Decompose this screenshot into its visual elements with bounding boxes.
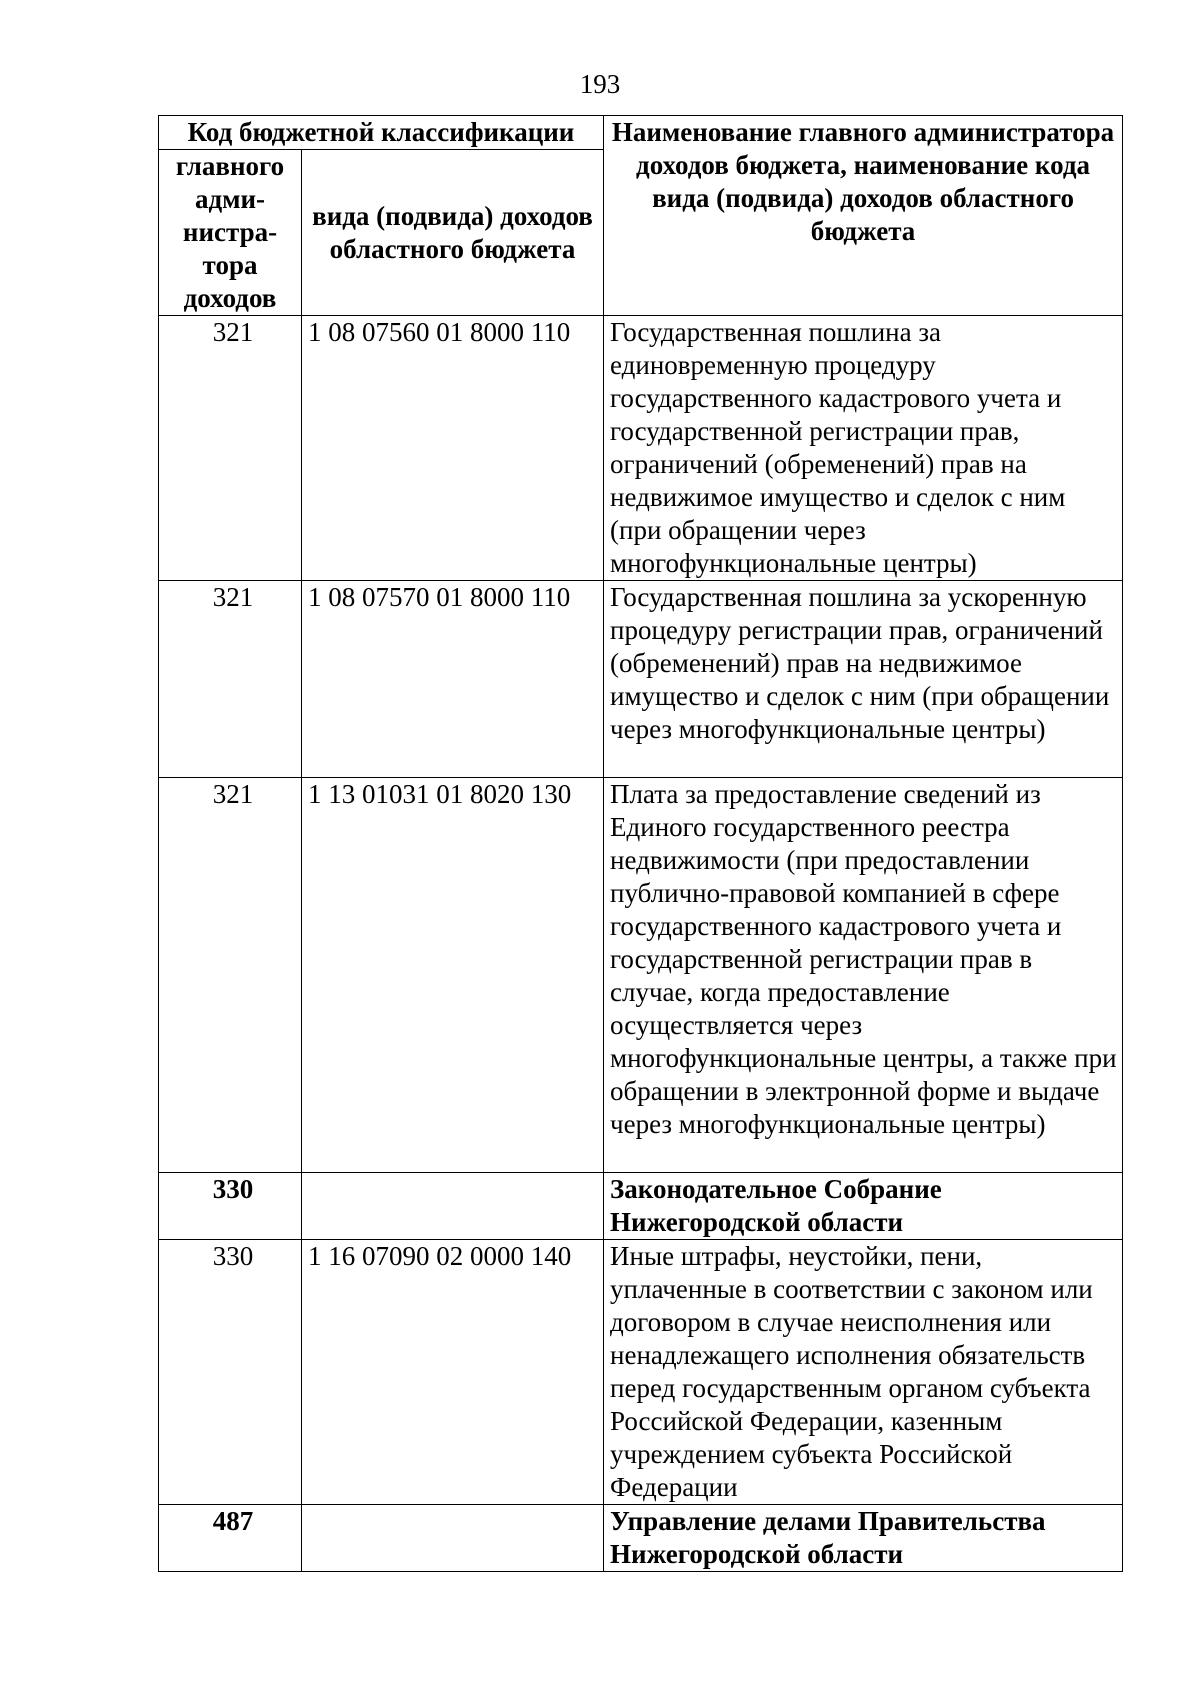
- income-code-cell: 1 08 07570 01 8000 110: [302, 581, 604, 778]
- header-income-type-code: вида (подвида) доходов областного бюджета: [302, 150, 604, 316]
- header-main-administrator: главного адми- нистра- тора доходов: [159, 150, 302, 316]
- name-cell: Управление делами Правительства Нижегородской области: [604, 1505, 1123, 1572]
- admin-code-cell: 321: [159, 581, 302, 778]
- budget-classification-table: [158, 115, 1123, 1572]
- income-code-cell: [302, 1173, 604, 1240]
- income-code-cell: 1 16 07090 02 0000 140: [302, 1240, 604, 1505]
- admin-code-cell: 330: [159, 1240, 302, 1505]
- table-row-administrator: [159, 1505, 1123, 1572]
- header-name: Наименование главного администратора доходов бюджета, наименование кода вида (подвида) доходов областного бюджета: [604, 116, 1123, 316]
- admin-code-cell: 330: [159, 1173, 302, 1240]
- table-row: [159, 581, 1123, 778]
- income-code-cell: [302, 1505, 604, 1572]
- income-code-cell: 1 13 01031 01 8020 130: [302, 778, 604, 1173]
- name-cell: Иные штрафы, неустойки, пени, уплаченные в соответствии с законом или договором в случае неисполнения или ненадлежащего исполнения обязательств перед государственным органом субъекта Российской Федерации, казенным учреждением субъекта Российской Федерации: [604, 1240, 1123, 1505]
- table-row-administrator: [159, 1173, 1123, 1240]
- income-code-cell: 1 08 07560 01 8000 110: [302, 316, 604, 581]
- table-row: [159, 1240, 1123, 1505]
- admin-code-cell: 487: [159, 1505, 302, 1572]
- name-cell: Плата за предоставление сведений из Единого государственного реестра недвижимости (при предоставлении публично-правовой компанией в сфере государственного кадастрового учета и государственной регистрации прав в случае, когда предоставление осуществляется через многофункциональные центры, а также при обращении в электронной форме и выдаче через многофункциональные центры): [604, 778, 1123, 1173]
- name-cell: Государственная пошлина за единовременную процедуру государственного кадастрового учета и государственной регистрации прав, ограничений (обременений) прав на недвижимое имущество и сделок с ним (при обращении через многофункциональные центры): [604, 316, 1123, 581]
- admin-code-cell: 321: [159, 316, 302, 581]
- page-number: 193: [579, 69, 621, 99]
- name-cell: Законодательное Собрание Нижегородской области: [604, 1173, 1123, 1240]
- table-header: [159, 116, 1123, 316]
- table-row: [159, 316, 1123, 581]
- header-budget-classification-code: Код бюджетной классификации: [159, 116, 604, 150]
- name-cell: Государственная пошлина за ускоренную процедуру регистрации прав, ограничений (обременений) прав на недвижимое имущество и сделок с ним (при обращении через многофункциональные центры): [604, 581, 1123, 778]
- admin-code-cell: 321: [159, 778, 302, 1173]
- table-row: [159, 778, 1123, 1173]
